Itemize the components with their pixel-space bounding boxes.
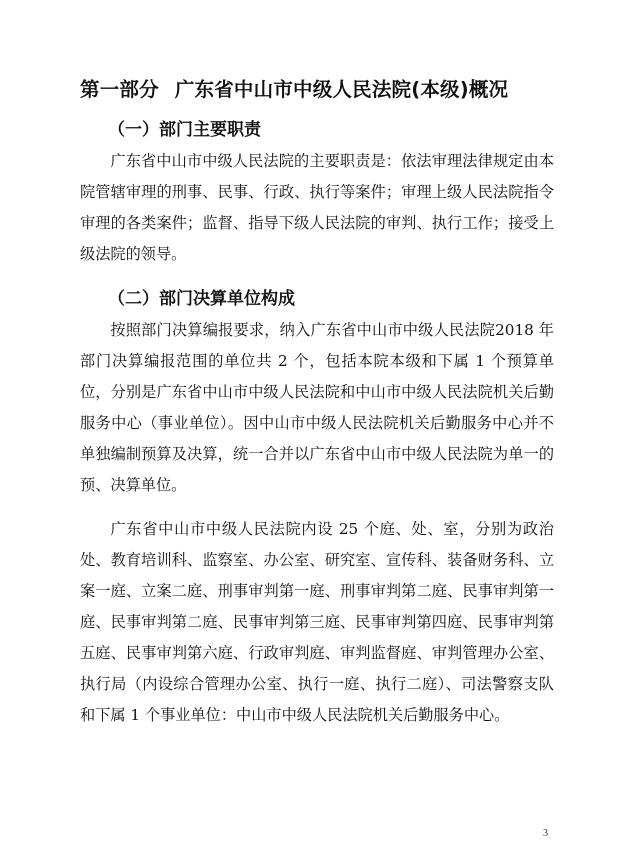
title-part: 第一部分	[80, 78, 159, 101]
section-heading-duties: （一）部门主要职责	[108, 120, 261, 140]
paragraph-units-composition: 按照部门决算编报要求，纳入广东省中山市中级人民法院2018 年部门决算编报范围的单位共 2 个，包括本院本级和下属 1 个预算单位，分别是广东省中山市中级人民法院和中山市中级人民法院机关后勤服务中心（事业单位）。因中山市中级人民法院机关后勤服务中心并不单独编制预算及决算，统一合并以广东省中山市中级人民法院为单一的预、决算单位。	[80, 321, 554, 494]
page-title	[80, 74, 550, 102]
section-heading-units: （二）部门决算单位构成	[108, 289, 295, 309]
paragraph-duties: 广东省中山市中级人民法院的主要职责是：依法审理法律规定由本院管辖审理的刑事、民事、行政、执行等案件；审理上级人民法院指令审理的各类案件；监督、指导下级人民法院的审判、执行工作；接受上级法院的领导。	[80, 152, 554, 263]
page-number: 3	[543, 828, 548, 839]
paragraph-internal-departments: 广东省中山市中级人民法院内设 25 个庭、处、室，分别为政治处、教育培训科、监察室、办公室、研究室、宣传科、装备财务科、立案一庭、立案二庭、刑事审判第一庭、刑事审判第二庭、民事审判第一庭、民事审判第二庭、民事审判第三庭、民事审判第四庭、民事审判第五庭、民事审判第六庭、行政审判庭、审判监督庭、审判管理办公室、执行局（内设综合管理办公室、执行一庭、执行二庭）、司法警察支队和下属 1 个事业单位：中山市中级人民法院机关后勤服务中心。	[80, 520, 554, 724]
title-main: 广东省中山市中级人民法院(本级)概况	[174, 78, 509, 101]
